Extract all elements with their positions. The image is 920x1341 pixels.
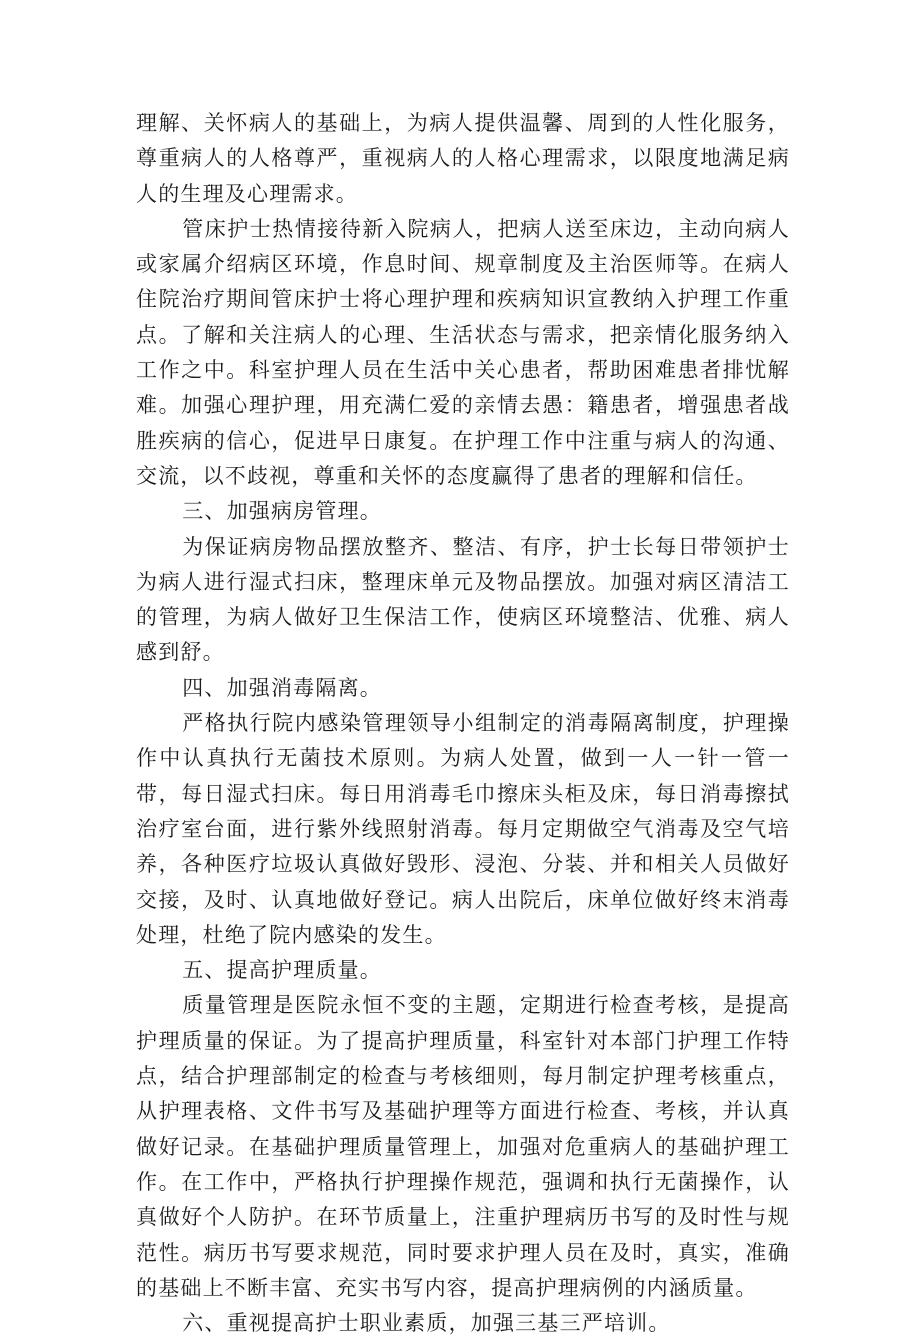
section-heading-ward-management: 三、加强病房管理。 [182,499,382,524]
section-heading-disinfection: 四、加强消毒隔离。 [182,675,382,700]
section-heading-nursing-quality: 五、提高护理质量。 [182,958,382,983]
paragraph-ward-management: 为保证病房物品摆放整齐、整洁、有序，护士长每日带领护士为病人进行湿式扫床，整理床单元及物品摆放。加强对病区清洁工的管理，为病人做好卫生保洁工作，使病区环境整洁、优雅、病人感到舒。 [136,534,790,665]
section-heading-training: 六、重视提高护士职业素质，加强三基三严培训。 [182,1311,671,1336]
paragraph-disinfection: 严格执行院内感染管理领导小组制定的消毒隔离制度，护理操作中认真执行无菌技术原则。为病人处置，做到一人一针一管一带，每日湿式扫床。每日用消毒毛巾擦床头柜及床，每日消毒擦拭治疗室台面，进行紫外线照射消毒。每月定期做空气消毒及空气培养，各种医疗垃圾认真做好毁形、浸泡、分装、并和相关人员做好交接，及时、认真地做好登记。病人出院后，床单位做好终末消毒处理，杜绝了院内感染的发生。 [136,711,790,947]
paragraph-continued-intro: 理解、关怀病人的基础上，为病人提供温馨、周到的人性化服务，尊重病人的人格尊严，重视病人的人格心理需求，以限度地满足病人的生理及心理需求。 [136,111,790,206]
paragraph-admission-care: 管床护士热情接待新入院病人，把病人送至床边，主动向病人或家属介绍病区环境，作息时间、规章制度及主治医师等。在病人住院治疗期间管床护士将心理护理和疾病知识宣教纳入护理工作重点。了解和关注病人的心理、生活状态与需求，把亲情化服务纳入工作之中。科室护理人员在生活中关心患者，帮助困难患者排忧解难。加强心理护理，用充满仁爱的亲情去愚：籍患者，增强患者战胜疾病的信心，促进早日康复。在护理工作中注重与病人的沟通、交流，以不歧视，尊重和关怀的态度赢得了患者的理解和信任。 [136,216,790,488]
document-body [136,106,790,1341]
paragraph-nursing-quality: 质量管理是医院永恒不变的主题，定期进行检查考核，是提高护理质量的保证。为了提高护理质量，科室针对本部门护理工作特点，结合护理部制定的检查与考核细则，每月制定护理考核重点，从护理表格、文件书写及基础护理等方面进行检查、考核，并认真做好记录。在基础护理质量管理上，加强对危重病人的基础护理工作。在工作中，严格执行护理操作规范，强调和执行无菌操作，认真做好个人防护。在环节质量上，注重护理病历书写的及时性与规范性。病历书写要求规范，同时要求护理人员在及时，真实，准确的基础上不断丰富、充实书写内容，提高护理病例的内涵质量。 [136,993,790,1300]
